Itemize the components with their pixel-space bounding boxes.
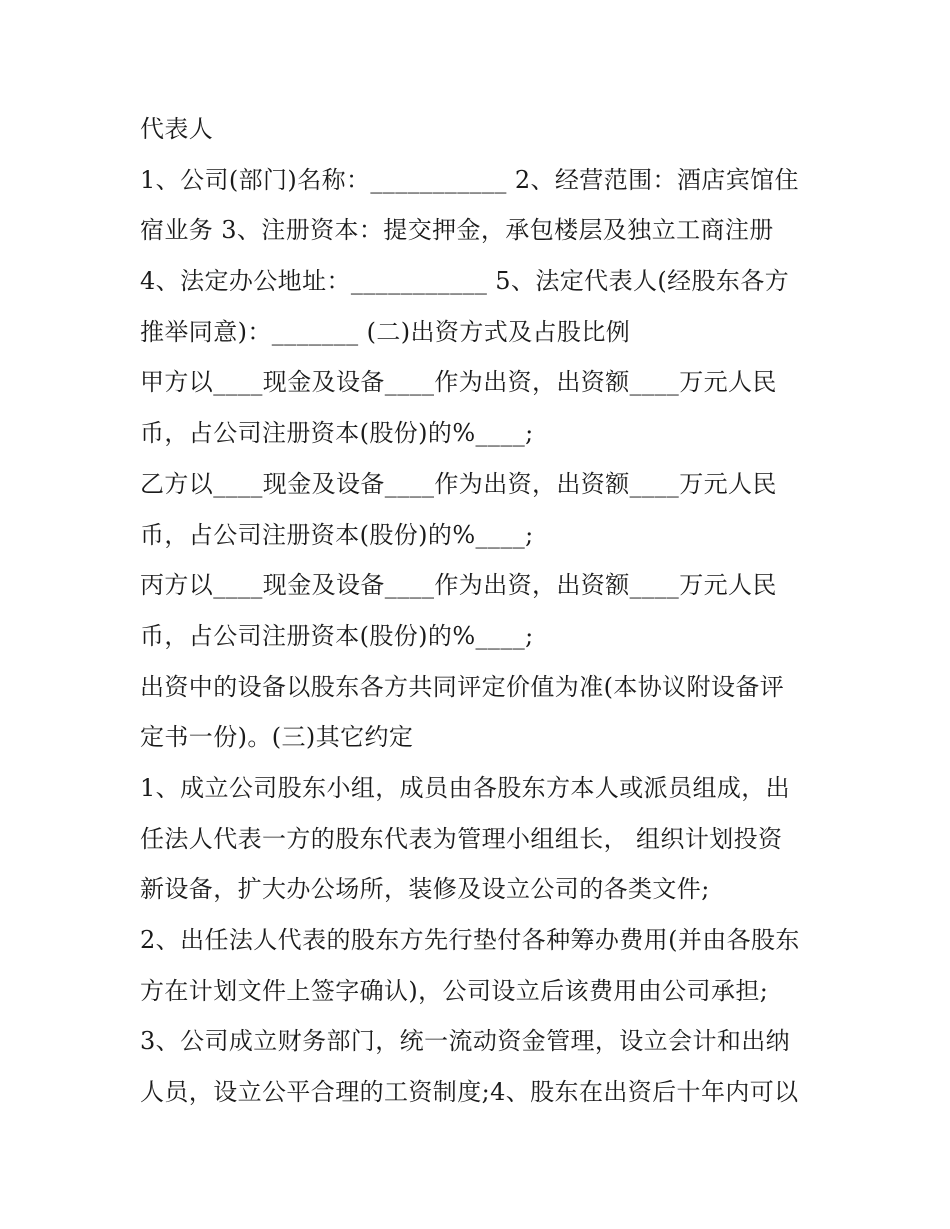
text-line: 币，占公司注册资本(股份)的%____;: [140, 419, 534, 448]
text-line: 代表人: [140, 115, 214, 143]
text-line: 4、法定办公地址：___________ 5、法定代表人(经股东各方: [140, 267, 790, 296]
text-line: 币，占公司注册资本(股份)的%____;: [140, 520, 534, 549]
text-line: 方在计划文件上签字确认)，公司设立后该费用由公司承担;: [140, 976, 769, 1005]
text-line: 出资中的设备以股东各方共同评定价值为准(本协议附设备评: [140, 672, 785, 701]
text-line: 1、成立公司股东小组，成员由各股东方本人或派员组成，出: [140, 773, 791, 802]
text-line: 推举同意)：_______ (二)出资方式及占股比例: [140, 317, 631, 346]
text-line: 任法人代表一方的股东代表为管理小组组长， 组织计划投资: [140, 824, 783, 853]
text-line: 3、公司成立财务部门，统一流动资金管理，设立会计和出纳: [140, 1027, 791, 1056]
text-line: 丙方以____现金及设备____作为出资，出资额____万元人民: [140, 571, 777, 600]
text-line: 2、出任法人代表的股东方先行垫付各种筹办费用(并由各股东: [140, 926, 800, 954]
text-line: 人员，设立公平合理的工资制度;4、股东在出资后十年内可以: [140, 1078, 799, 1107]
text-line: 宿业务 3、注册资本：提交押金，承包楼层及独立工商注册: [140, 216, 774, 245]
text-line: 币，占公司注册资本(股份)的%____;: [140, 621, 534, 650]
text-line: 甲方以____现金及设备____作为出资，出资额____万元人民: [140, 368, 777, 397]
text-line: 乙方以____现金及设备____作为出资，出资额____万元人民: [140, 469, 777, 498]
text-line: 定书一份)。(三)其它约定: [140, 723, 414, 752]
text-line: 新设备，扩大办公场所，装修及设立公司的各类文件;: [140, 875, 710, 904]
text-line: 1、公司(部门)名称：___________ 2、经营范围：酒店宾馆住: [140, 165, 799, 194]
document-body: [140, 104, 820, 1118]
